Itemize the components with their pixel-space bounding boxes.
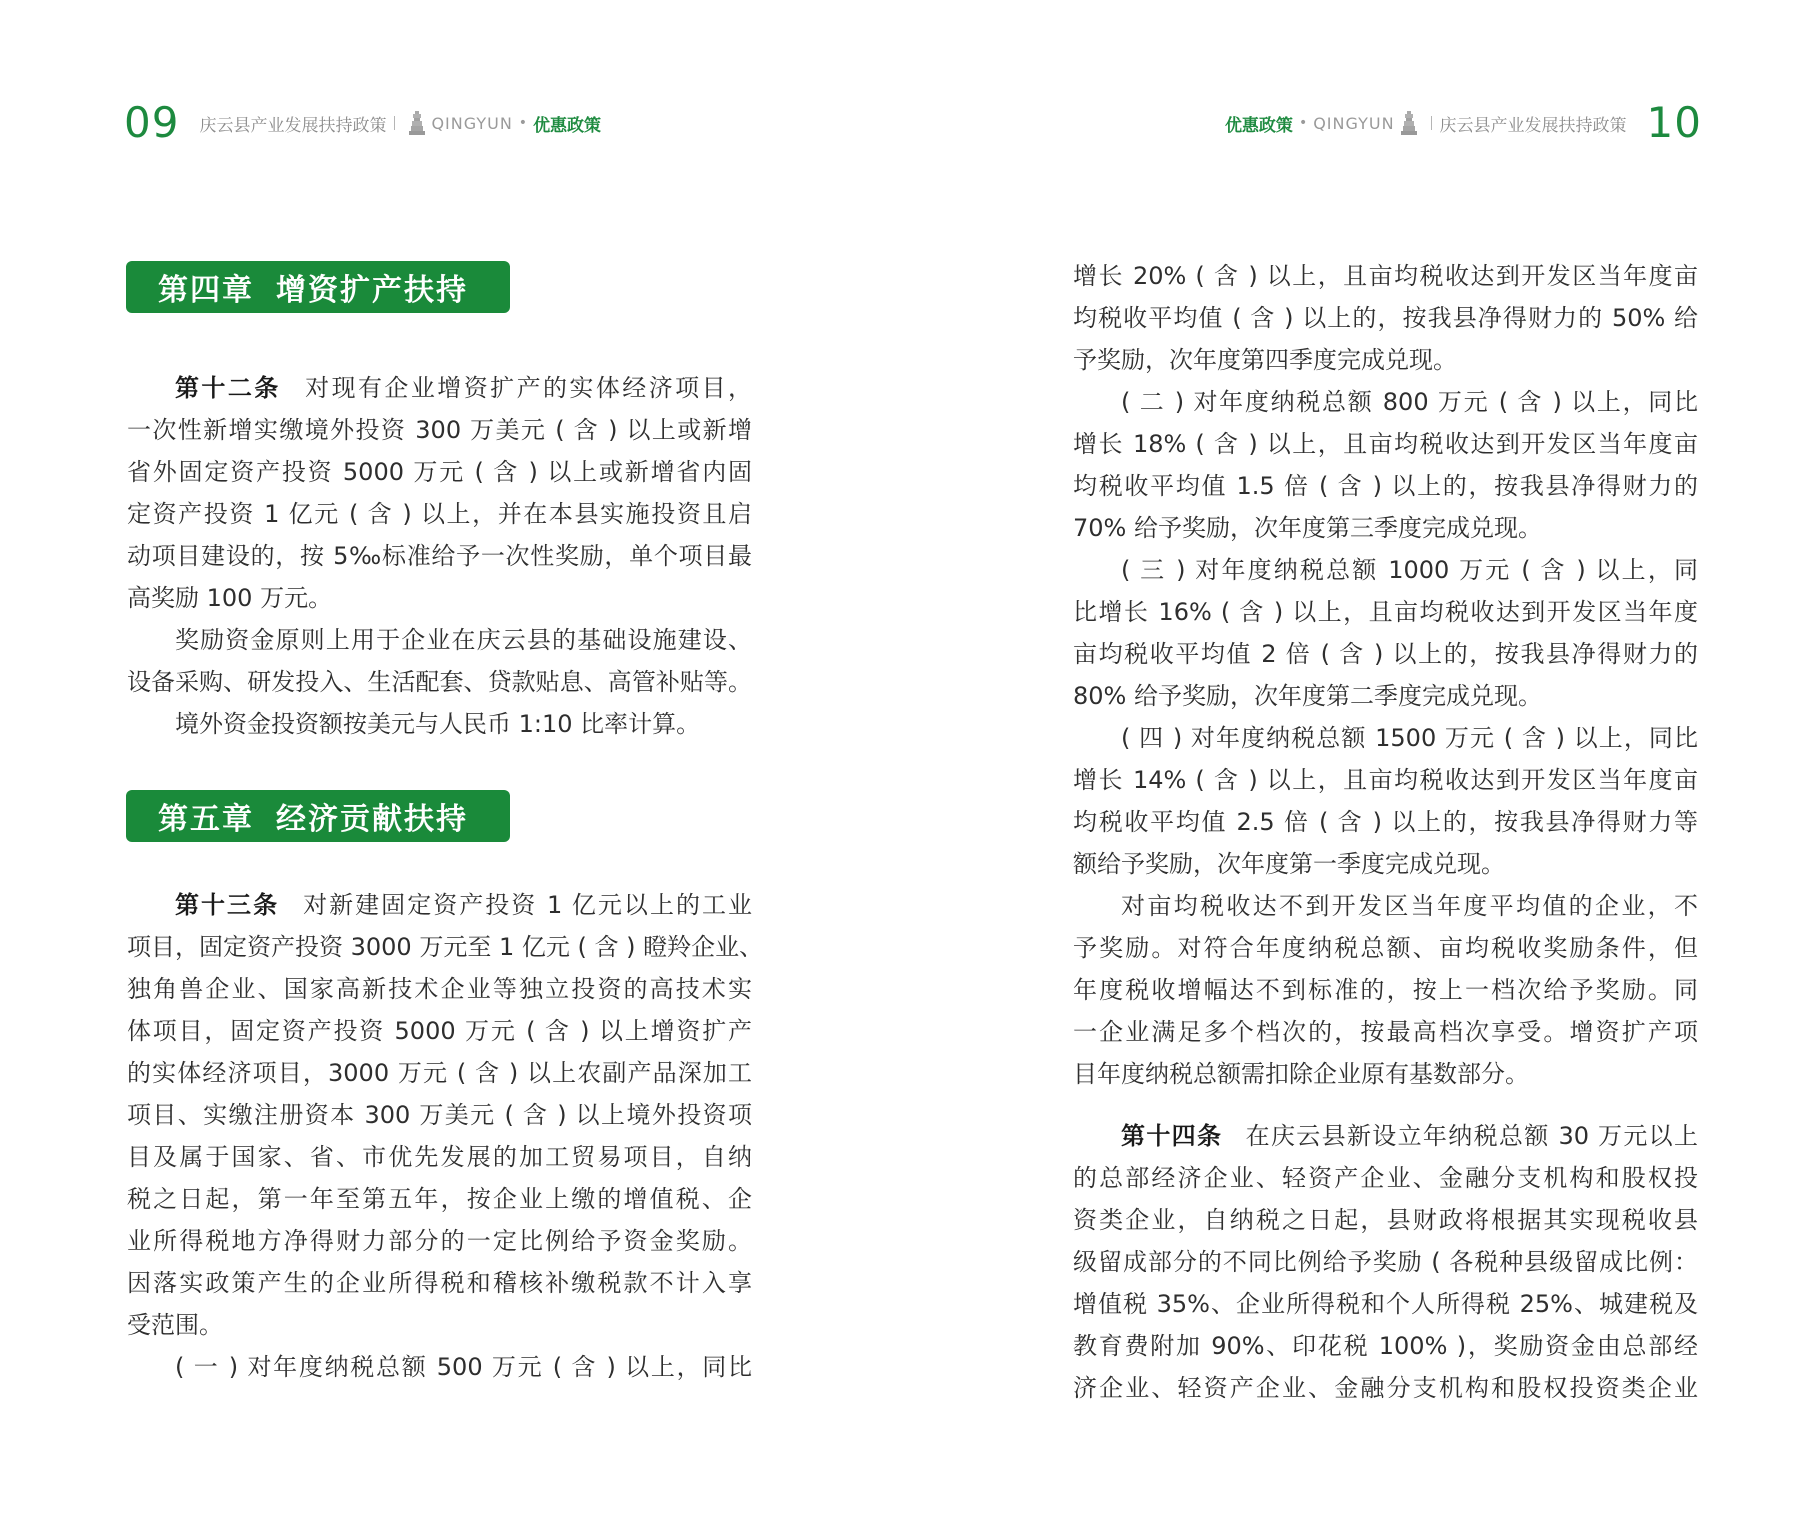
text-line: 的总部经济企业、轻资产企业、金融分支机构和股权投	[1073, 1164, 1698, 1192]
article-13-block	[127, 884, 764, 1388]
text-line: 独角兽企业、国家高新技术企业等独立投资的高技术实	[127, 975, 752, 1003]
header-dot: •	[1298, 115, 1308, 131]
text-line: 第十三条 对新建固定资产投资 1 亿元以上的工业	[175, 891, 753, 919]
article-12-label: 第十二条	[175, 374, 281, 402]
text-line: 70% 给予奖励，次年度第三季度完成兑现。	[1073, 514, 1542, 542]
text-line: 项目，固定资产投资 3000 万元至 1 亿元 ( 含 ) 瞪羚企业、	[127, 933, 764, 961]
text-line: 定资产投资 1 亿元 ( 含 ) 以上，并在本县实施投资且启	[127, 500, 752, 528]
text-line: 目及属于国家、省、市优先发展的加工贸易项目，自纳	[127, 1143, 752, 1171]
section-title: 优惠政策	[1224, 115, 1293, 136]
text-line: 高奖励 100 万元。	[127, 584, 333, 612]
page-number: 09	[124, 98, 180, 147]
text-line: 增长 18% ( 含 ) 以上，且亩均税收达到开发区当年度亩	[1073, 430, 1698, 458]
article-14-block	[1073, 1115, 1698, 1409]
text-line: 体项目，固定资产投资 5000 万元 ( 含 ) 以上增资扩产	[127, 1017, 752, 1045]
text-line: 增长 20% ( 含 ) 以上，且亩均税收达到开发区当年度亩	[1073, 262, 1698, 290]
text-line: 资类企业，自纳税之日起，县财政将根据其实现税收县	[1073, 1206, 1698, 1234]
pagoda-logo-icon	[409, 111, 425, 135]
pagoda-logo-icon	[1401, 111, 1417, 135]
text-line: 税之日起，第一年至第五年，按企业上缴的增值税、企	[127, 1185, 752, 1213]
text-line: ( 四 ) 对年度纳税总额 1500 万元 ( 含 ) 以上，同比	[1121, 724, 1698, 752]
text-line: 第十二条 对现有企业增资扩产的实体经济项目，	[175, 374, 753, 402]
header-dot: •	[518, 115, 528, 131]
text-line: 增值税 35%、企业所得税和个人所得税 25%、城建税及	[1073, 1290, 1698, 1318]
text-line: 动项目建设的，按 5‰标准给予一次性奖励，单个项目最	[127, 542, 752, 570]
text-line: 目年度纳税总额需扣除企业原有基数部分。	[1073, 1060, 1529, 1088]
text-line: 予奖励，次年度第四季度完成兑现。	[1073, 346, 1457, 374]
text-line: 均税收平均值 1.5 倍 ( 含 ) 以上的，按我县净得财力的	[1073, 472, 1698, 500]
text-line: 奖励资金原则上用于企业在庆云县的基础设施建设、	[175, 626, 752, 654]
text-line: 额给予奖励，次年度第一季度完成兑现。	[1073, 850, 1505, 878]
brand-name: QINGYUN	[431, 113, 513, 133]
chapter-5-heading	[126, 790, 510, 842]
chapter-4-heading	[126, 261, 510, 313]
running-title: 庆云县产业发展扶持政策	[199, 115, 387, 136]
text-line: 省外固定资产投资 5000 万元 ( 含 ) 以上或新增省内固	[127, 458, 752, 486]
text-line: 济企业、轻资产企业、金融分支机构和股权投资类企业	[1073, 1374, 1698, 1402]
header-divider	[394, 116, 395, 130]
text-line: 一企业满足多个档次的，按最高档次享受。增资扩产项	[1073, 1018, 1698, 1046]
text-line: 增长 14% ( 含 ) 以上，且亩均税收达到开发区当年度亩	[1073, 766, 1698, 794]
text-line: 年度税收增幅达不到标准的，按上一档次给予奖励。同	[1073, 976, 1698, 1004]
text-line: 均税收平均值 ( 含 ) 以上的，按我县净得财力的 50% 给	[1073, 304, 1698, 332]
text-line: 受范围。	[127, 1311, 223, 1339]
chapter-4-number: 第四章	[158, 273, 254, 308]
text-line: 第十四条 在庆云县新设立年纳税总额 30 万元以上	[1121, 1122, 1699, 1150]
brand-name: QINGYUN	[1313, 113, 1395, 133]
text-line: 比增长 16% ( 含 ) 以上，且亩均税收达到开发区当年度	[1073, 598, 1698, 626]
text-line: 项目、实缴注册资本 300 万美元 ( 含 ) 以上境外投资项	[127, 1101, 752, 1129]
text-line: ( 一 ) 对年度纳税总额 500 万元 ( 含 ) 以上，同比	[175, 1353, 752, 1381]
text-line: 的实体经济项目，3000 万元 ( 含 ) 以上农副产品深加工	[127, 1059, 752, 1087]
text-line: 一次性新增实缴境外投资 300 万美元 ( 含 ) 以上或新增	[127, 416, 752, 444]
text-line: 对亩均税收达不到开发区当年度平均值的企业，不	[1121, 892, 1698, 920]
section-title: 优惠政策	[533, 115, 602, 136]
page-number: 10	[1646, 98, 1702, 147]
header-divider	[1431, 116, 1432, 130]
text-line: 教育费附加 90%、印花税 100% )，奖励资金由总部经	[1073, 1332, 1698, 1360]
article-13-label: 第十三条	[175, 891, 280, 919]
text-line: 设备采购、研发投入、生活配套、贷款贴息、高管补贴等。	[127, 668, 752, 696]
text-line: 亩均税收平均值 2 倍 ( 含 ) 以上的，按我县净得财力的	[1073, 640, 1698, 668]
chapter-4-title: 增资扩产扶持	[276, 273, 468, 308]
text-line: 80% 给予奖励，次年度第二季度完成兑现。	[1073, 682, 1542, 710]
text-line: 因落实政策产生的企业所得税和稽核补缴税款不计入享	[127, 1269, 752, 1297]
article-12-block	[127, 367, 752, 745]
left-header	[124, 98, 601, 148]
chapter-5-title: 经济贡献扶持	[276, 802, 468, 837]
text-line: 均税收平均值 2.5 倍 ( 含 ) 以上的，按我县净得财力等	[1073, 808, 1698, 836]
text-line: 业所得税地方净得财力部分的一定比例给予资金奖励。	[127, 1227, 752, 1255]
text-line: 级留成部分的不同比例给予奖励 ( 各税种县级留成比例：	[1073, 1248, 1698, 1276]
running-title: 庆云县产业发展扶持政策	[1439, 115, 1627, 136]
right-page	[906, 0, 1812, 1536]
chapter-5-number: 第五章	[158, 802, 254, 837]
article-14-label: 第十四条	[1121, 1122, 1223, 1150]
continued-article-13-block	[1073, 255, 1698, 1095]
text-line: 境外资金投资额按美元与人民币 1:10 比率计算。	[175, 710, 701, 738]
text-line: ( 三 ) 对年度纳税总额 1000 万元 ( 含 ) 以上，同	[1121, 556, 1698, 584]
text-line: ( 二 ) 对年度纳税总额 800 万元 ( 含 ) 以上，同比	[1121, 388, 1698, 416]
text-line: 予奖励。对符合年度纳税总额、亩均税收奖励条件，但	[1073, 934, 1698, 962]
right-header	[1225, 98, 1702, 148]
